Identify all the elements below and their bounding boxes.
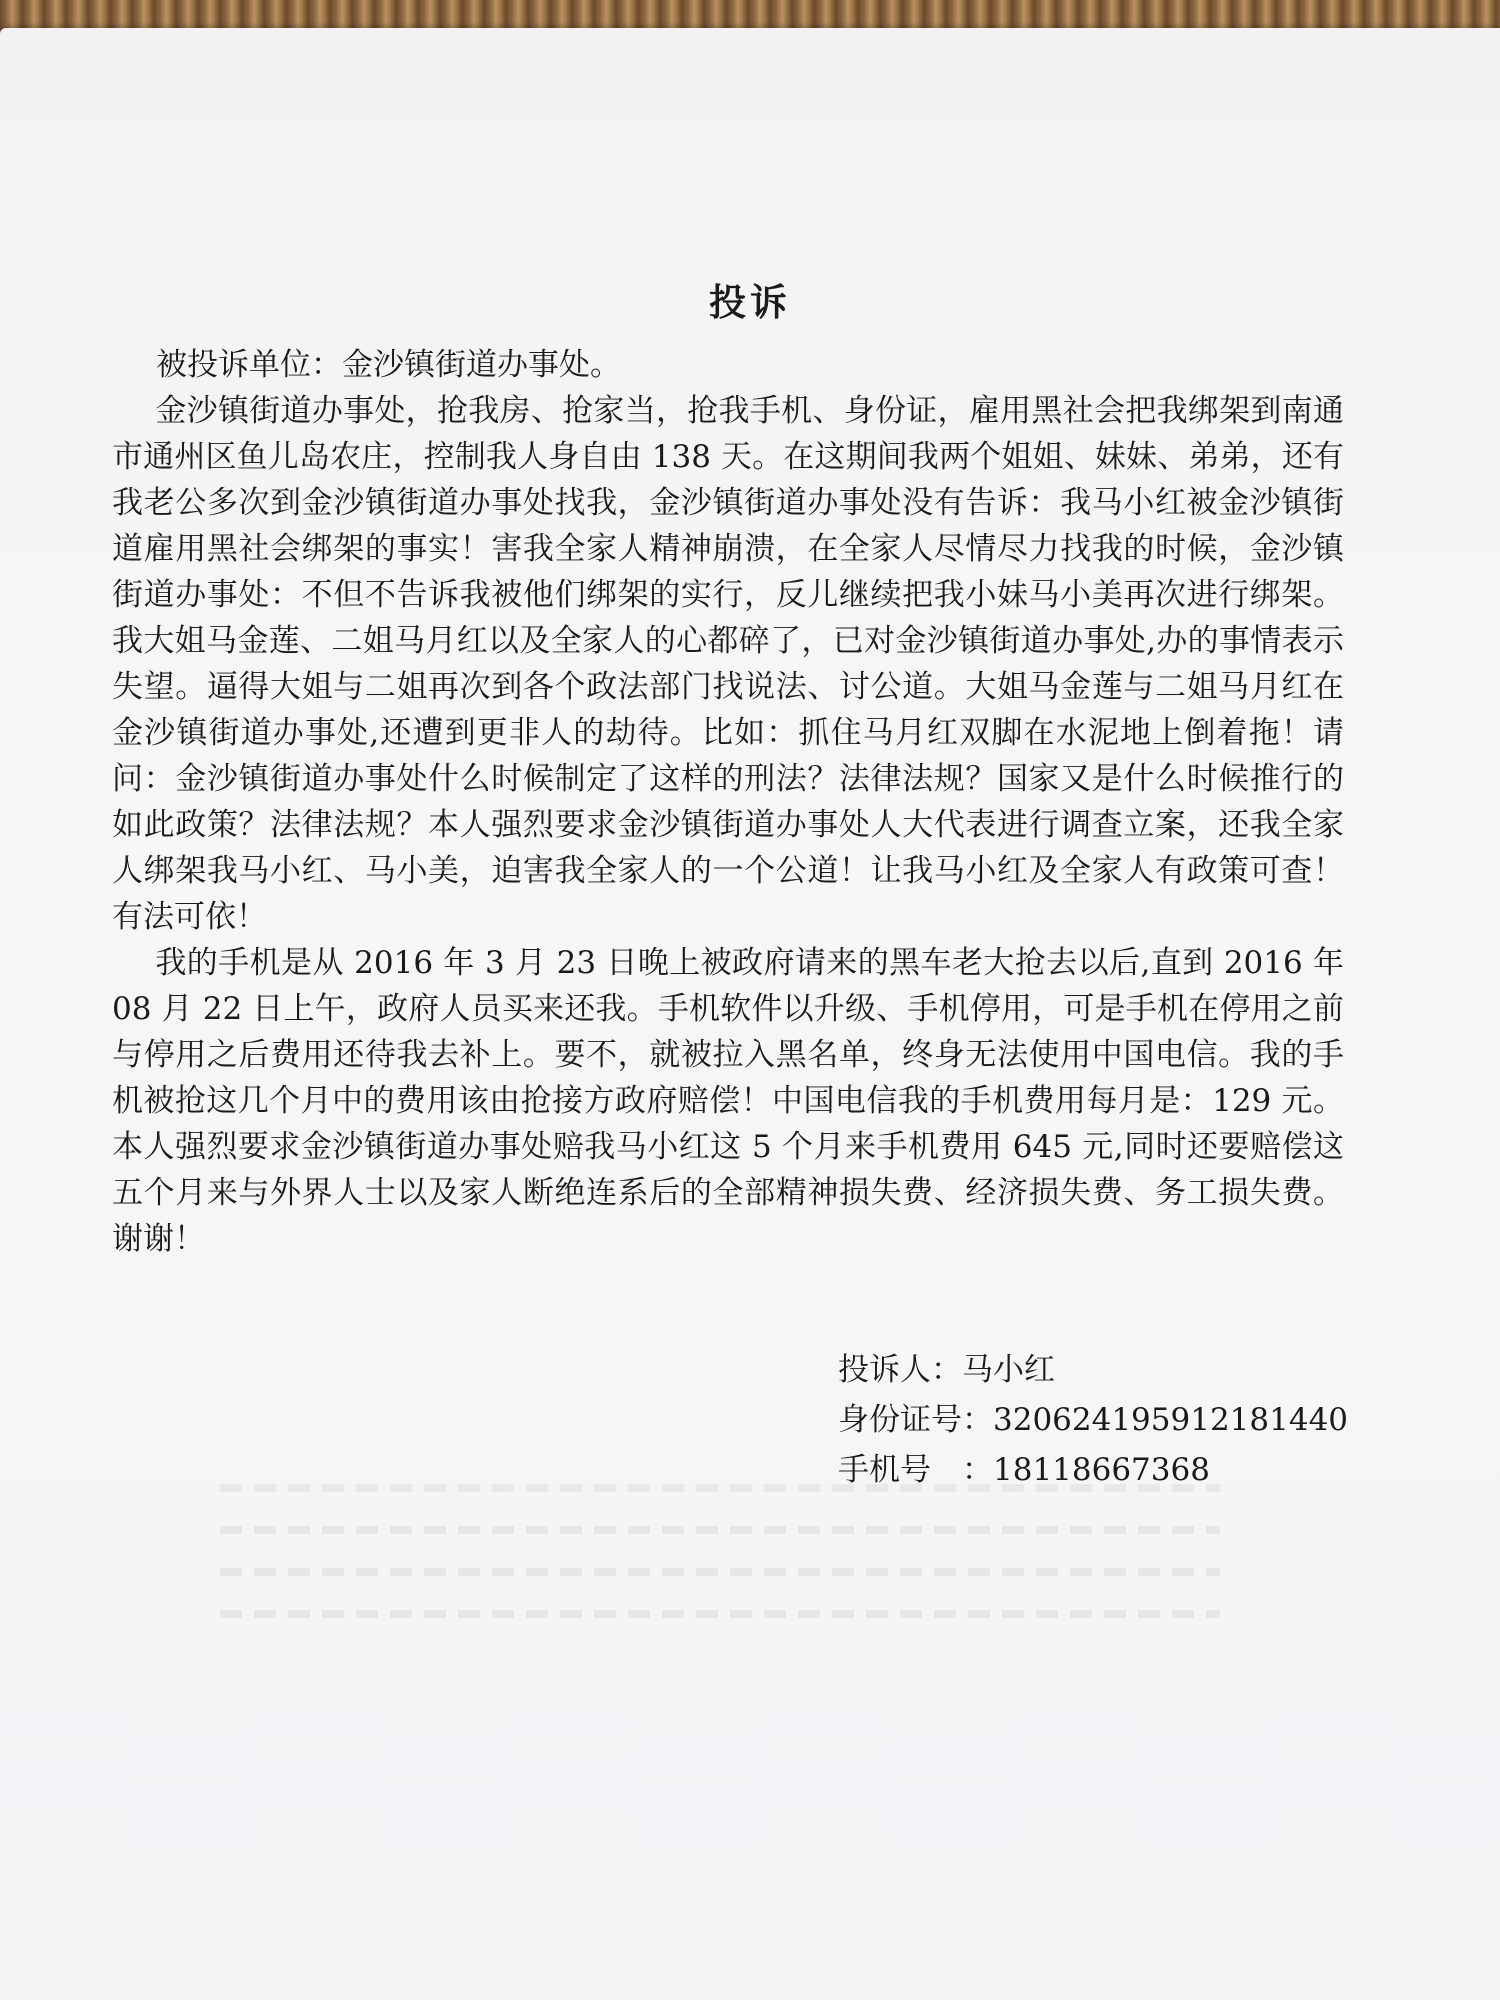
phone-compensation-paragraph: 我的手机是从 2016 年 3 月 23 日晚上被政府请来的黑车老大抢去以后,直到 2016 年 08 月 22 日上午，政府人员买来还我。手机软件以升级、手机停用，可是手机在停用之前与停用之后费用还待我去补上。要不，就被拉入黑名单，终身无法使用中国电信。我的手机被抢这几个月中的费用该由抢接方政府赔偿！中国电信我的手机费用每月是：129 元。本人强烈要求金沙镇街道办事处赔我马小红这 5 个月来手机费用 645 元,同时还要赔偿这五个月来与外界人士以及家人断绝连系后的全部精神损失费、经济损失费、务工损失费。谢谢！ bbox=[112, 945, 1344, 1257]
document-title: 投诉 bbox=[709, 280, 791, 324]
phone-number: 手机号 ：18118667368 bbox=[838, 1452, 1210, 1488]
id-number: 身份证号：320624195912181440 bbox=[838, 1402, 1349, 1438]
complaint-main-paragraph: 金沙镇街道办事处，抢我房、抢家当，抢我手机、身份证，雇用黑社会把我绑架到南通市通州区鱼儿岛农庄，控制我人身自由 138 天。在这期间我两个姐姐、妹妹、弟弟，还有我老公多次到金沙镇街道办事处找我，金沙镇街道办事处没有告诉：我马小红被金沙镇街道雇用黑社会绑架的事实！害我全家人精神崩溃，在全家人尽情尽力找我的时候，金沙镇街道办事处：不但不告诉我被他们绑架的实行，反儿继续把我小妹马小美再次进行绑架。我大姐马金莲、二姐马月红以及全家人的心都碎了，已对金沙镇街道办事处,办的事情表示失望。逼得大姐与二姐再次到各个政法部门找说法、讨公道。大姐马金莲与二姐马月红在金沙镇街道办事处,还遭到更非人的劫待。比如：抓住马月红双脚在水泥地上倒着拖！请问：金沙镇街道办事处什么时候制定了这样的刑法？法律法规？国家又是什么时候推行的如此政策？法律法规？本人强烈要求金沙镇街道办事处人大代表进行调查立案，还我全家人绑架我马小红、马小美，迫害我全家人的一个公道！让我马小红及全家人有政策可查！有法可依！ bbox=[112, 393, 1344, 935]
document-body bbox=[112, 342, 1344, 1262]
signature-block bbox=[838, 1345, 1358, 1495]
complaint-target-paragraph: 被投诉单位：金沙镇街道办事处。 bbox=[156, 347, 621, 383]
complainant-name: 投诉人：马小红 bbox=[838, 1352, 1055, 1388]
